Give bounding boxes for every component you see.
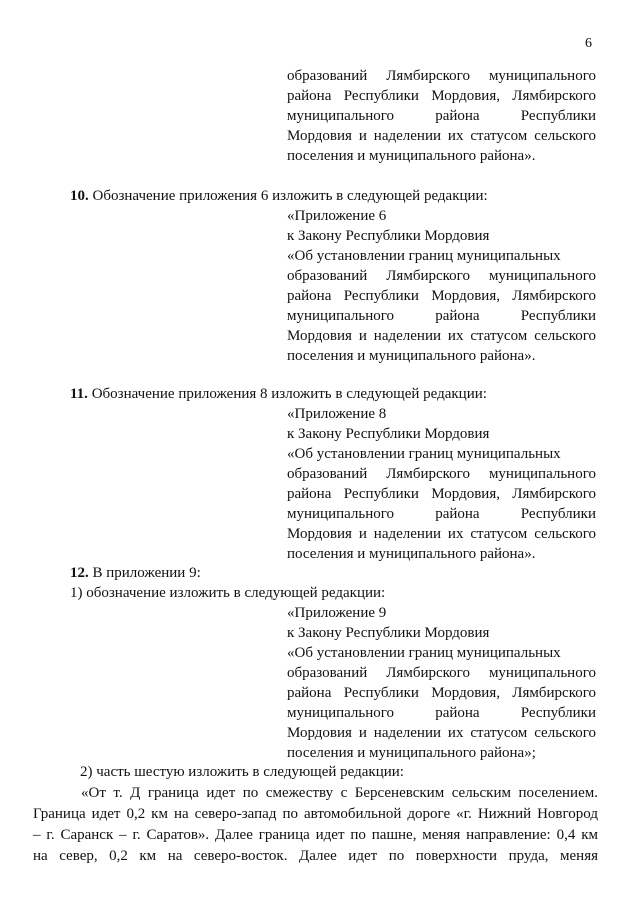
item-text: Обозначение приложения 6 изложить в следующей редакции: — [92, 188, 488, 204]
text-line: «Об установлении границ муниципальных — [287, 248, 561, 264]
item-number: 12. — [70, 565, 89, 581]
item-12-heading — [70, 563, 201, 583]
item-12-sub-1: 1) обозначение изложить в следующей редакции: — [70, 585, 386, 601]
item-number: 11. — [70, 386, 88, 402]
text-line: Мордовия и наделении их статусом сельского — [287, 128, 596, 144]
text-line: муниципального района Республики — [287, 108, 596, 124]
text-line: «Приложение 8 — [287, 406, 387, 422]
text-line: к Закону Республики Мордовия — [287, 228, 490, 244]
text-line: Мордовия и наделении их статусом сельского — [287, 725, 596, 741]
item-10-block — [287, 206, 596, 366]
text-line: Мордовия и наделении их статусом сельского — [287, 526, 596, 542]
text-line: «Приложение 6 — [287, 208, 387, 224]
text-line: района Республики Мордовия, Лямбирского — [287, 88, 596, 104]
text-line: муниципального района Республики — [287, 705, 596, 721]
text-line: Мордовия и наделении их статусом сельского — [287, 328, 596, 344]
page-number: 6 — [585, 36, 592, 51]
top-block — [287, 66, 596, 166]
body-paragraph — [33, 783, 598, 867]
text-line: района Республики Мордовия, Лямбирского — [287, 685, 596, 701]
item-number: 10. — [70, 188, 89, 204]
text-line: муниципального района Республики — [287, 308, 596, 324]
text-line: поселения и муниципального района»; — [287, 745, 536, 761]
text-line: к Закону Республики Мордовия — [287, 426, 490, 442]
text-line: района Республики Мордовия, Лямбирского — [287, 486, 596, 502]
text-line: «От т. Д граница идет по смежеству с Берсеневским сельским поселением. — [81, 785, 598, 801]
text-line: Граница идет 0,2 км на северо-запад по автомобильной дороге «г. Нижний Новгород — [33, 806, 598, 822]
item-text: В приложении 9: — [92, 565, 201, 581]
text-line: образований Лямбирского муниципального — [287, 268, 596, 284]
item-11-block — [287, 404, 596, 564]
text-line: «Об установлении границ муниципальных — [287, 446, 561, 462]
text-line: «Приложение 9 — [287, 605, 387, 621]
item-12-block — [287, 603, 596, 763]
text-line: «Об установлении границ муниципальных — [287, 645, 561, 661]
text-line: образований Лямбирского муниципального — [287, 665, 596, 681]
text-line: поселения и муниципального района». — [287, 348, 536, 364]
text-line: образований Лямбирского муниципального — [287, 466, 596, 482]
text-line: к Закону Республики Мордовия — [287, 625, 490, 641]
text-line: района Республики Мордовия, Лямбирского — [287, 288, 596, 304]
item-12-sub-2: 2) часть шестую изложить в следующей редакции: — [80, 764, 404, 780]
item-10-heading — [70, 186, 488, 206]
item-text: Обозначение приложения 8 изложить в следующей редакции: — [91, 386, 487, 402]
text-line: поселения и муниципального района». — [287, 546, 536, 562]
text-line: образований Лямбирского муниципального — [287, 68, 596, 84]
text-line: поселения и муниципального района». — [287, 148, 536, 164]
text-line: муниципального района Республики — [287, 506, 596, 522]
text-line: на север, 0,2 км на северо-восток. Далее идет по поверхности пруда, меняя — [33, 848, 598, 864]
text-line: – г. Саранск – г. Саратов». Далее граница идет по пашне, меняя направление: 0,4 км — [33, 827, 598, 843]
item-11-heading — [70, 384, 487, 404]
